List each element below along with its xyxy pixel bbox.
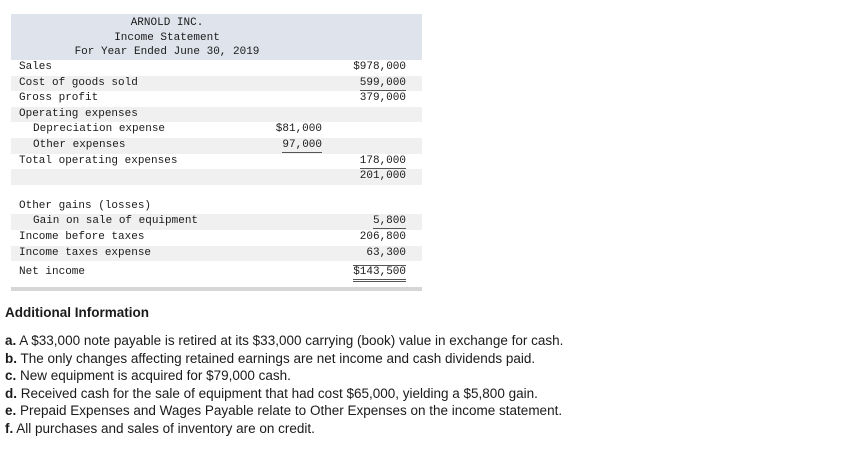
row-label: Cost of goods sold (19, 76, 138, 89)
row-label: Gain on sale of equipment (33, 215, 199, 228)
row-amount: 97,000 (282, 138, 322, 151)
info-item-c (5, 367, 563, 385)
row-gain-on-sale (11, 214, 422, 230)
row-operating-expenses (11, 107, 422, 123)
row-amount: 599,000 (359, 76, 406, 89)
row-amount: $143,500 (353, 265, 406, 282)
item-letter: e. (5, 403, 17, 418)
row-label: Depreciation expense (33, 123, 166, 136)
item-text: New equipment is acquired for $79,000 cash. (16, 368, 291, 383)
row-depreciation (11, 122, 422, 138)
row-sales (11, 60, 422, 76)
statement-rows (11, 60, 422, 281)
row-amount: 5,800 (372, 215, 406, 228)
row-label: Sales (19, 61, 53, 73)
info-item-f (5, 420, 563, 438)
statement-period: For Year Ended June 30, 2019 (74, 46, 260, 58)
statement-footer-bar (11, 287, 422, 291)
item-letter: c. (5, 368, 17, 383)
row-amount: 206,800 (359, 230, 406, 243)
item-text: Received cash for the sale of equipment that had cost $65,000, yielding a $5,800 gain. (17, 385, 538, 401)
statement-header (11, 14, 422, 60)
row-amount: $978,000 (353, 61, 406, 73)
row-amount: 178,000 (359, 154, 406, 167)
item-text: All purchases and sales of inventory are on credit. (13, 420, 315, 436)
row-label: Gross profit (19, 92, 99, 105)
row-other-expenses (11, 138, 422, 154)
info-item-d (5, 385, 563, 403)
row-amount: 201,000 (359, 170, 406, 183)
row-total-operating-expenses (11, 154, 422, 170)
statement-title: Income Statement (114, 32, 220, 44)
row-income-before-taxes (11, 230, 422, 246)
income-statement (11, 14, 422, 291)
company-name: ARNOLD INC. (130, 17, 204, 29)
info-item-e (5, 402, 563, 420)
info-item-a (5, 332, 563, 350)
item-letter: a. (5, 333, 17, 348)
item-text: A $33,000 note payable is retired at its $33,000 carrying (book) value in exchange for cash. (16, 333, 564, 348)
row-label: Net income (19, 266, 86, 279)
row-label: Other expenses (33, 138, 126, 151)
row-other-gains (11, 199, 422, 215)
item-letter: b. (5, 350, 17, 366)
row-gross-profit (11, 91, 422, 107)
row-label: Income taxes expense (19, 246, 152, 259)
additional-information (5, 305, 563, 437)
item-text: The only changes affecting retained earnings are net income and cash dividends paid. (17, 350, 536, 366)
row-income-taxes (11, 246, 422, 262)
row-operating-income (11, 169, 422, 185)
item-text: Prepaid Expenses and Wages Payable relate to Other Expenses on the income statement. (16, 403, 563, 418)
additional-information-title: Additional Information (5, 305, 149, 320)
row-net-income (11, 265, 422, 281)
row-label: Income before taxes (19, 230, 145, 243)
item-letter: f. (5, 420, 14, 436)
spacer (11, 185, 422, 199)
row-amount: 379,000 (359, 92, 406, 105)
row-amount: 63,300 (366, 246, 406, 259)
row-label: Other gains (losses) (19, 199, 152, 212)
row-cogs (11, 76, 422, 92)
row-label: Total operating expenses (19, 154, 178, 167)
item-letter: d. (5, 385, 17, 401)
row-amount: $81,000 (275, 123, 322, 136)
info-item-b (5, 350, 563, 368)
row-label: Operating expenses (19, 107, 138, 120)
